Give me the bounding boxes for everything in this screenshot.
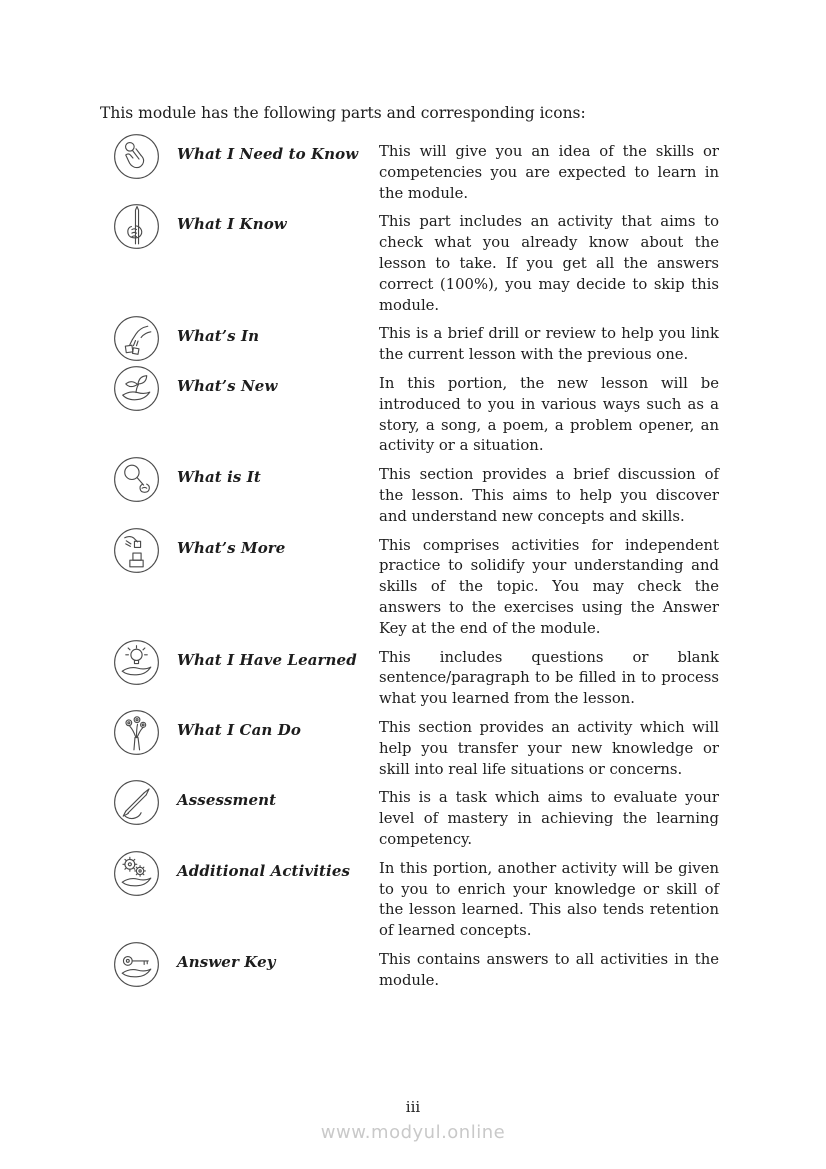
part-label: Additional Activities: [177, 861, 351, 880]
icon-cell: [100, 212, 177, 250]
part-description: This is a brief drill or review to help you link the current lesson with the previous one.: [379, 325, 719, 364]
intro-text: This module has the following parts and corresponding icons:: [100, 104, 586, 122]
part-description: This will give you an idea of the skills or competencies you are expected to learn in the module.: [379, 143, 719, 202]
icon-cell: [100, 950, 177, 988]
hand-with-flowers-icon: [100, 709, 177, 756]
icon-cell: [100, 465, 177, 503]
part-label: What I Have Learned: [177, 650, 357, 669]
part-label: What is It: [177, 468, 261, 487]
bulb-over-hand-icon: [100, 639, 177, 686]
icon-cell: [100, 859, 177, 897]
part-description: This includes questions or blank sentence/paragraph to be filled in to process what you learned from the lesson.: [379, 648, 719, 708]
part-description: This comprises activities for independent practice to solidify your understanding and skills of the topic. You may check the answers to the exercises using the Answer Key at the end of the module.: [379, 536, 719, 637]
part-row-additional-activities: [100, 859, 720, 942]
icon-cell: [100, 648, 177, 686]
parts-list: [100, 142, 720, 991]
part-row-assessment: [100, 788, 720, 850]
part-label: Assessment: [177, 791, 277, 810]
icon-cell: [100, 718, 177, 756]
hand-with-plant-icon: [100, 365, 177, 412]
part-row-whats-new: [100, 374, 720, 457]
part-row-whats-in: [100, 324, 720, 366]
part-label: What’s New: [177, 376, 278, 395]
watermark: www.modyul.online: [320, 1122, 506, 1143]
part-description: In this portion, another activity will be given to you to enrich your knowledge or skill of the lesson learned. This also tends retention of learned concepts.: [379, 859, 719, 940]
part-row-what-i-need-to-know: [100, 142, 720, 204]
hand-with-magnifier-icon: [100, 456, 177, 503]
part-label: What I Know: [177, 215, 287, 234]
icon-cell: [100, 374, 177, 412]
part-row-whats-more: [100, 536, 720, 640]
part-row-what-i-know: [100, 212, 720, 316]
icon-cell: [100, 142, 177, 180]
hand-picking-icon: [100, 315, 177, 362]
part-description: This is a task which aims to evaluate your level of mastery in achieving the learning competency.: [379, 789, 719, 848]
hand-stacking-blocks-icon: [100, 527, 177, 574]
gears-over-hand-icon: [100, 850, 177, 897]
icon-cell: [100, 788, 177, 826]
hand-holding-pencil-icon: [100, 203, 177, 250]
key-over-hand-icon: [100, 941, 177, 988]
part-label: What I Can Do: [177, 720, 301, 739]
part-description: In this portion, the new lesson will be introduced to you in various ways such as a story, a song, a poem, a problem opener, an activity or a situation.: [379, 374, 719, 455]
page-number: iii: [405, 1098, 421, 1116]
hand-writing-pen-icon: [100, 779, 177, 826]
part-description: This section provides an activity which will help you transfer your new knowledge or skill into real life situations or concerns.: [379, 718, 719, 778]
part-row-what-is-it: [100, 465, 720, 527]
part-row-what-i-have-learned: [100, 648, 720, 710]
part-label: What’s More: [177, 538, 286, 557]
icon-cell: [100, 536, 177, 574]
part-description: This section provides a brief discussion of the lesson. This aims to help you discover and understand new concepts and skills.: [379, 466, 719, 525]
part-row-answer-key: [100, 950, 720, 992]
part-label: What I Need to Know: [177, 145, 359, 163]
part-row-what-i-can-do: [100, 718, 720, 780]
icon-cell: [100, 324, 177, 362]
part-description: This contains answers to all activities in the module.: [379, 950, 719, 989]
part-description: This part includes an activity that aims to check what you already know about the lesson to take. If you get all the answers correct (100%), you may decide to skip this module.: [379, 213, 719, 314]
part-label: Answer Key: [177, 952, 276, 971]
hand-press-icon: [100, 133, 177, 180]
part-label: What’s In: [177, 327, 260, 346]
